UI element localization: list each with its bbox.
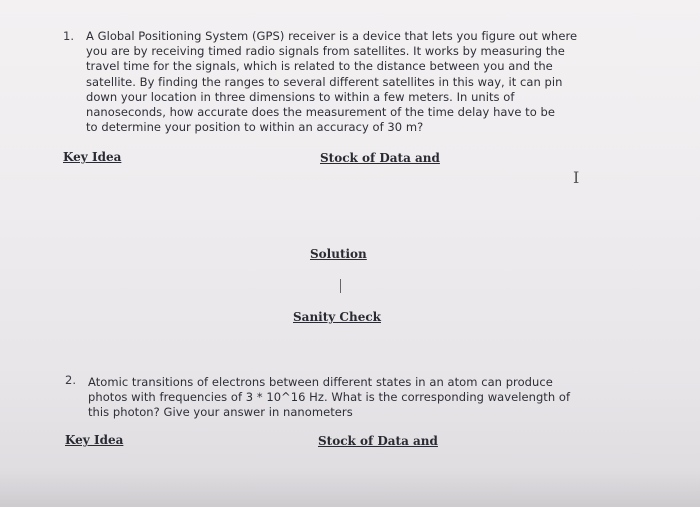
- question-2-key-idea-heading: Key Idea: [65, 433, 124, 447]
- question-1-line: A Global Positioning System (GPS) receiver is a device that lets you figure out where: [86, 29, 578, 43]
- question-1-number: 1.: [63, 29, 74, 43]
- question-1-solution-heading: Solution: [310, 247, 367, 261]
- question-1-line: down your location in three dimensions to within a few meters. In units of: [86, 89, 515, 104]
- question-2-line: Atomic transitions of electrons between different states in an atom can produce: [88, 375, 553, 389]
- question-2-line: photos with frequencies of 3 * 10^16 Hz. What is the corresponding wavelength of: [88, 390, 571, 405]
- text-caret-icon: [340, 279, 341, 293]
- photo-shadow: [0, 470, 700, 507]
- question-2-number: 2.: [65, 373, 76, 387]
- question-1-stock-of-data-heading: Stock of Data and: [320, 151, 440, 165]
- question-2-text: [88, 375, 570, 421]
- question-1-line: travel time for the signals, which is related to the distance between you and the: [86, 59, 553, 74]
- question-1-line: nanoseconds, how accurate does the measurement of the time delay have to be: [86, 105, 556, 120]
- question-2-line: this photon? Give your answer in nanometers: [88, 405, 353, 420]
- question-1-text: [86, 29, 577, 135]
- question-1-line: satellite. By finding the ranges to several different satellites in this way, it can pin: [86, 74, 563, 89]
- question-1-key-idea-heading: Key Idea: [63, 150, 122, 164]
- question-2-stock-of-data-heading: Stock of Data and: [318, 434, 438, 448]
- question-1-line: you are by receiving timed radio signals from satellites. It works by measuring the: [86, 44, 565, 59]
- text-cursor-icon: I: [573, 168, 580, 187]
- question-1-sanity-check-heading: Sanity Check: [293, 310, 381, 324]
- question-1-line: to determine your position to within an accuracy of 30 m?: [86, 120, 424, 135]
